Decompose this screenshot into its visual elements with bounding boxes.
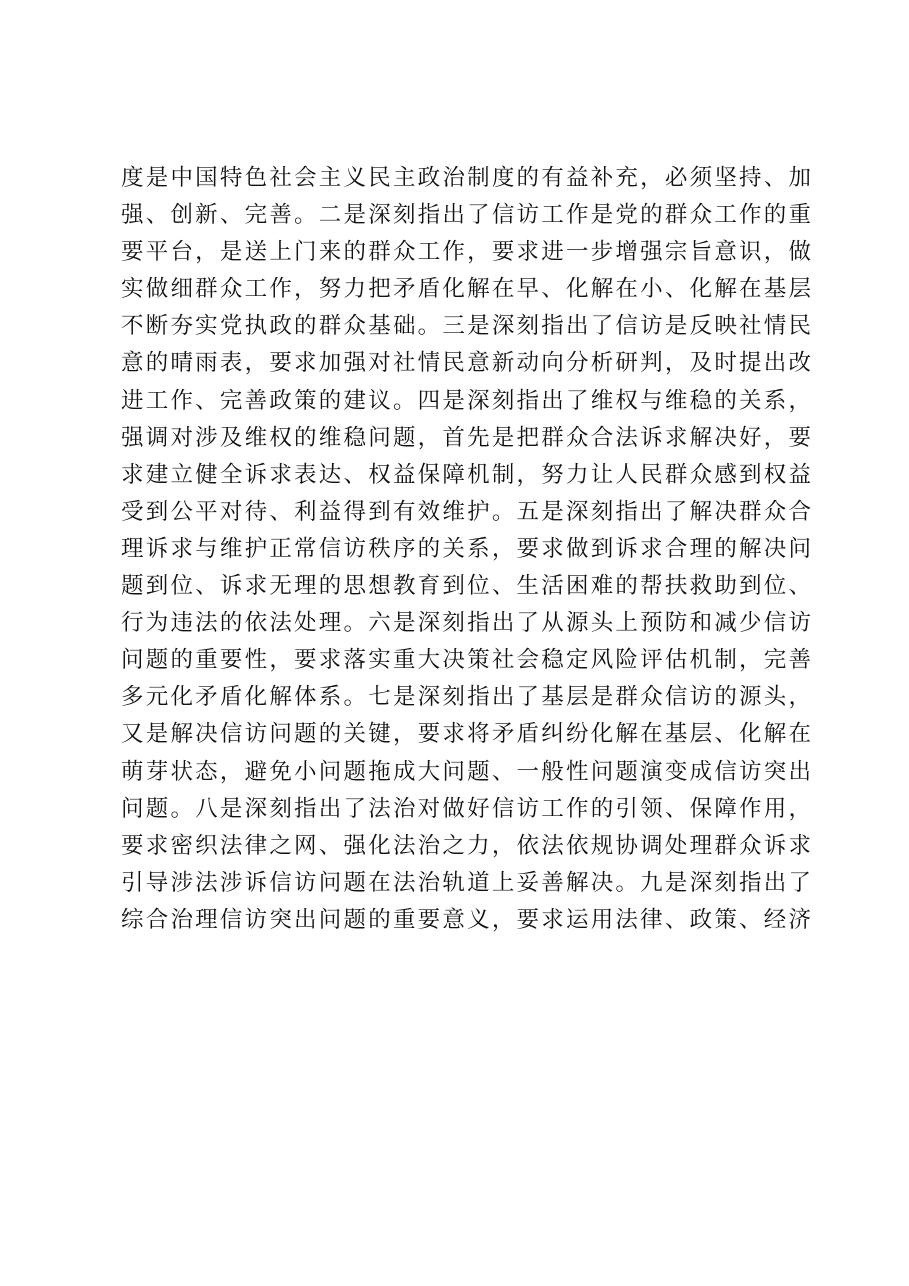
text-line: 引导涉法涉诉信访问题在法治轨道上妥善解决。九是深刻指出了 bbox=[121, 869, 811, 896]
text-line: 萌芽状态，避免小问题拖成大问题、一般性问题演变成信访突出 bbox=[121, 758, 811, 785]
text-line: 问题的重要性，要求落实重大决策社会稳定风险评估机制，完善 bbox=[121, 647, 811, 674]
body-paragraph bbox=[121, 160, 811, 939]
text-line: 又是解决信访问题的关键，要求将矛盾纠纷化解在基层、化解在 bbox=[121, 721, 811, 748]
text-line: 理诉求与维护正常信访秩序的关系，要求做到诉求合理的解决问 bbox=[121, 535, 811, 562]
text-line: 意的晴雨表，要求加强对社情民意新动向分析研判，及时提出改 bbox=[121, 350, 811, 377]
text-line: 要平台，是送上门来的群众工作，要求进一步增强宗旨意识，做 bbox=[121, 239, 811, 266]
text-line: 实做细群众工作，努力把矛盾化解在早、化解在小、化解在基层 bbox=[121, 276, 811, 303]
text-line: 受到公平对待、利益得到有效维护。五是深刻指出了解决群众合 bbox=[121, 498, 811, 525]
text-line: 问题。八是深刻指出了法治对做好信访工作的引领、保障作用， bbox=[121, 795, 811, 822]
text-line: 不断夯实党执政的群众基础。三是深刻指出了信访是反映社情民 bbox=[121, 313, 811, 340]
text-line: 要求密织法律之网、强化法治之力，依法依规协调处理群众诉求 bbox=[121, 832, 811, 859]
text-line: 行为违法的依法处理。六是深刻指出了从源头上预防和减少信访 bbox=[121, 610, 811, 637]
text-line: 求建立健全诉求表达、权益保障机制，努力让人民群众感到权益 bbox=[121, 461, 811, 488]
text-line: 综合治理信访突出问题的重要意义，要求运用法律、政策、经济 bbox=[121, 906, 811, 933]
text-line: 多元化矛盾化解体系。七是深刻指出了基层是群众信访的源头， bbox=[121, 684, 811, 711]
text-line: 进工作、完善政策的建议。四是深刻指出了维权与维稳的关系， bbox=[121, 387, 811, 414]
text-line: 强、创新、完善。二是深刻指出了信访工作是党的群众工作的重 bbox=[121, 202, 811, 229]
text-line: 题到位、诉求无理的思想教育到位、生活困难的帮扶救助到位、 bbox=[121, 573, 811, 600]
text-line: 强调对涉及维权的维稳问题，首先是把群众合法诉求解决好，要 bbox=[121, 424, 811, 451]
text-line: 度是中国特色社会主义民主政治制度的有益补充，必须坚持、加 bbox=[121, 165, 811, 191]
